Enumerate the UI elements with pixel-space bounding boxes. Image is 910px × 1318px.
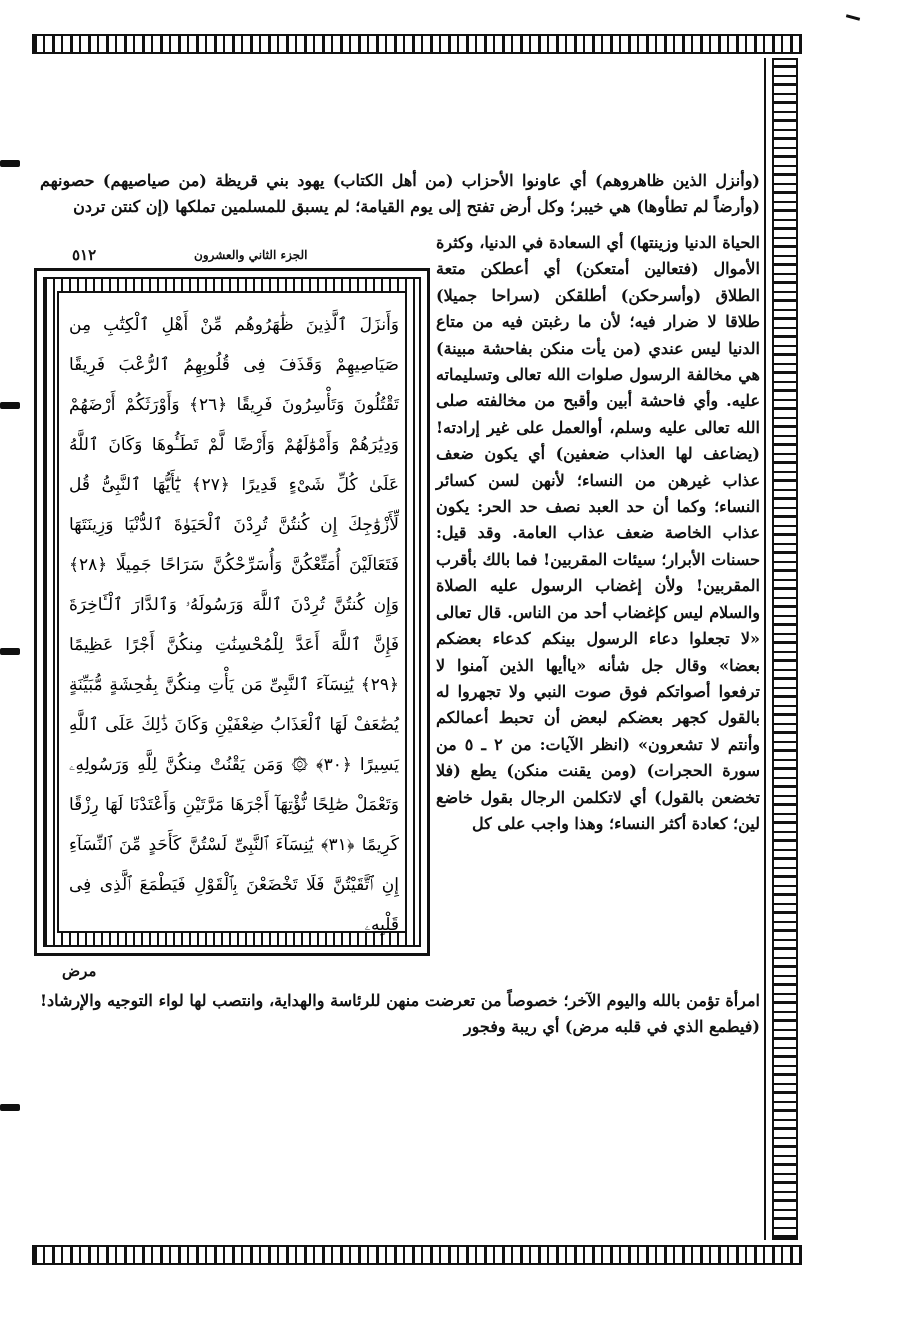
right-ornamental-border — [772, 58, 798, 1240]
right-border-rule — [764, 58, 766, 1240]
commentary-side-text: الحياة الدنيا وزينتها) أي السعادة في الدنيا، وكثرة الأموال (فتعالين أمتعكن) أي أعطكن متعة الطلاق (وأسرحكن) أطلقكن (سراحا جميلا) طلاقا لا ضرار فيه؛ لأن ما رغبتن فيه من متاع الدنيا ليس عندي (من يأت منكن بفاحشة مبينة) هي مخالفة الرسول صلوات الله تعالى وتسليماته عليه. وأي فاحشة أبين وأقبح من مخالفته صلى الله تعالى عليه وسلم، أوالعمل على غير إرادته! (يضاعف لها العذاب ضعفين) أي يكون ضعف عذاب غيرهن من النساء؛ لأنهن لسن كسائر النساء؛ وكما أن حد العبد نصف حد الحر: يكون عذاب الخاصة ضعف عذاب العامة. وقد قيل: حسنات الأبرار؛ سيئات المقربين! فما بالك بأقرب المقربين! ولأن إغضاب الرسول عليه الصلاة والسلام ليس كإغضاب أحد من الناس. قال تعالى «لا تجعلوا دعاء الرسول بينكم كدعاء بعضكم بعضا» وقال جل شأنه «ياأيها الذين آمنوا لا ترفعوا أصواتكم فوق صوت النبي ولا تجهروا له بالقول كجهر بعضكم لبعض أن تحبط أعمالكم وأنتم لا تشعرون» (انظر الآيات: من ٢ ـ ٥ من سورة الحجرات) (ومن يقنت منكن) يطع (فلا تخضعن بالقول) أي لاتكلمن الرجال بقول خاضع لين؛ كعادة أكثر النساء؛ وهذا واجب على كل — [436, 233, 760, 833]
quran-verses-text: وَأَنزَلَ ٱلَّذِينَ ظَٰهَرُوهُم مِّنْ أَهْلِ ٱلْكِتَٰبِ مِن صَيَاصِيهِمْ وَقَذَفَ فِى قُلُوبِهِمُ ٱلرُّعْبَ فَرِيقًا تَقْتُلُونَ وَتَأْسِرُونَ فَرِيقًا ﴿٢٦﴾ وَأَوْرَثَكُمْ أَرْضَهُمْ وَدِيَٰرَهُمْ وَأَمْوَٰلَهُمْ وَأَرْضًا لَّمْ تَطَـُٔوهَا وَكَانَ ٱللَّهُ عَلَىٰ كُلِّ شَىْءٍ قَدِيرًا ﴿٢٧﴾ يَٰٓأَيُّهَا ٱلنَّبِىُّ قُل لِّأَزْوَٰجِكَ إِن كُنتُنَّ تُرِدْنَ ٱلْحَيَوٰةَ ٱلدُّنْيَا وَزِينَتَهَا فَتَعَالَيْنَ أُمَتِّعْكُنَّ وَأُسَرِّحْكُنَّ سَرَاحًا جَمِيلًا ﴿٢٨﴾ وَإِن كُنتُنَّ تُرِدْنَ ٱللَّهَ وَرَسُولَهُۥ وَٱلدَّارَ ٱلْـَٔاخِرَةَ فَإِنَّ ٱللَّهَ أَعَدَّ لِلْمُحْسِنَٰتِ مِنكُنَّ أَجْرًا عَظِيمًا ﴿٢٩﴾ يَٰنِسَآءَ ٱلنَّبِىِّ مَن يَأْتِ مِنكُنَّ بِفَٰحِشَةٍ مُّبَيِّنَةٍ يُضَٰعَفْ لَهَا ٱلْعَذَابُ ضِعْفَيْنِ وَكَانَ ذَٰلِكَ عَلَى ٱللَّهِ يَسِيرًا ﴿٣٠﴾ ۞ وَمَن يَقْنُتْ مِنكُنَّ لِلَّهِ وَرَسُولِهِۦ وَتَعْمَلْ صَٰلِحًا نُّؤْتِهَآ أَجْرَهَا مَرَّتَيْنِ وَأَعْتَدْنَا لَهَا رِزْقًا كَرِيمًا ﴿٣١﴾ يَٰنِسَآءَ ٱلنَّبِىِّ لَسْتُنَّ كَأَحَدٍ مِّنَ ٱلنِّسَآءِ إِنِ ٱتَّقَيْتُنَّ فَلَا تَخْضَعْنَ بِٱلْقَوْلِ فَيَطْمَعَ ٱلَّذِى فِى قَلْبِهِۦ — [69, 315, 400, 935]
margin-tick — [0, 402, 20, 409]
bottom-ornamental-border — [32, 1245, 802, 1265]
margin-tick — [0, 648, 20, 655]
commentary-top — [40, 168, 760, 221]
quran-text-frame — [34, 268, 430, 956]
page-header — [34, 246, 434, 266]
part-label: الجزء الثاني والعشرون — [194, 248, 308, 262]
catchword: مرض — [62, 962, 97, 980]
quran-verses — [69, 305, 400, 935]
corner-mark — [846, 14, 860, 21]
commentary-side — [436, 230, 760, 837]
margin-tick — [0, 1104, 20, 1111]
top-ornamental-border — [32, 34, 802, 54]
commentary-top-text: (وأنزل الذين ظاهروهم) أي عاونوا الأحزاب (من أهل الكتاب) يهود بني قريظة (من صياصيهم) حصونهم (وأرضاً لم تطأوها) هي خيبر؛ وكل أرض تفتح إلى يوم القيامة؛ لم يسبق للمسلمين تملكها (إن كنتن تردن — [40, 171, 760, 217]
commentary-bottom-text: امرأة تؤمن بالله واليوم الآخر؛ خصوصاً من تعرضت منهن للرئاسة والهداية، وانتصب لها لواء التوجيه والإرشاد! (فيطمع الذي في قلبه مرض) أي ريبة وفجور — [40, 991, 760, 1037]
margin-tick — [0, 160, 20, 167]
commentary-bottom — [40, 988, 760, 1041]
page-number: ٥١٢ — [72, 246, 97, 264]
